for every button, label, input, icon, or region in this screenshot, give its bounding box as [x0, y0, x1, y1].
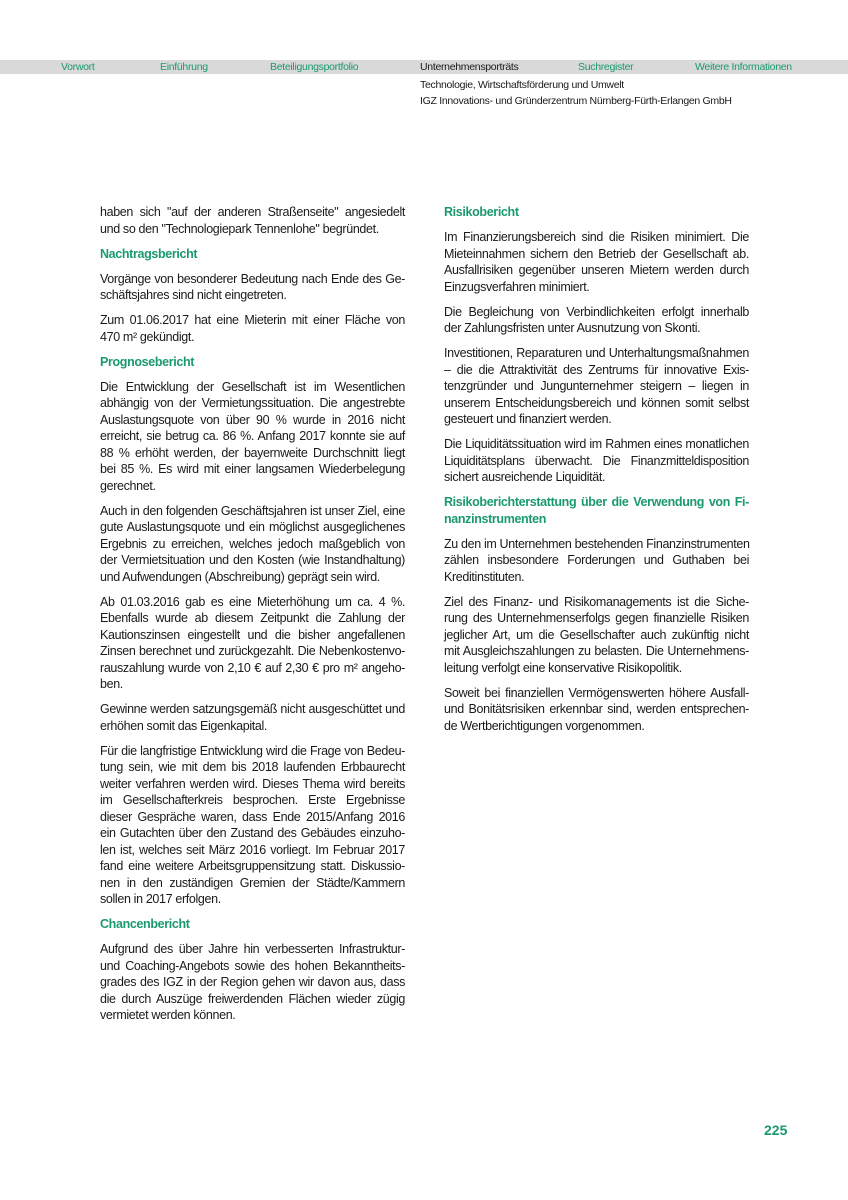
text-line: Die Entwicklung der Gesellschaft ist im Wesentlichen	[100, 379, 405, 394]
subheader-company: IGZ Innovations- und Gründerzentrum Nürnberg-Fürth-Erlangen GmbH	[420, 95, 732, 107]
paragraph	[100, 701, 405, 734]
section-heading	[444, 204, 749, 221]
text-line: weiter verfahren werden wird. Dieses Thema wird bereits	[100, 776, 405, 791]
text-line: – die die Attraktivität des Zentrums für innovative Exis-	[444, 362, 749, 377]
text-line: Zum 01.06.2017 hat eine Mieterin mit einer Fläche von	[100, 313, 405, 327]
text-line: ben.	[100, 677, 123, 691]
paragraph	[444, 229, 749, 295]
subheader-category: Technologie, Wirtschaftsförderung und Umwelt	[420, 79, 624, 91]
text-line: Aufgrund des über Jahre hin verbesserten Infrastruktur-	[100, 942, 405, 956]
text-line: Ergebnis zu erreichen, welches jedoch maßgeblich von	[100, 536, 405, 551]
text-line: jeglicher Art, um die Gesellschafter auch zukünftig nicht	[444, 627, 749, 642]
text-line: bei 85 %. Es wird mit einer langsamen Wiederbelegung	[100, 462, 405, 476]
text-line: rung des Unternehmenserfolgs gegen finanzielle Risiken	[444, 611, 749, 625]
text-line: gerechnet.	[100, 478, 156, 493]
text-line: zählen insbesondere Forderungen und Guthaben bei	[444, 553, 749, 567]
nav-item-unternehmensportraets[interactable]: Unternehmensporträts	[420, 61, 519, 73]
text-line: nen in den zuständigen Gremien der Städte/Kammern	[100, 875, 405, 890]
text-line: Kreditinstituten.	[444, 569, 525, 584]
text-line: Risikoberichterstattung über die Verwendung von Fi-	[444, 495, 749, 509]
text-line: Gewinne werden satzungsgemäß nicht ausgeschüttet und	[100, 702, 405, 716]
text-line: Mieteinnahmen sichern den Betrieb der Gesellschaft ab.	[444, 246, 749, 261]
section-heading	[444, 494, 749, 527]
text-line: grades des IGZ in der Region gehen wir davon aus, dass	[100, 975, 405, 989]
text-line: leitung verfolgt eine konservative Risikopolitik.	[444, 660, 682, 675]
nav-item-einfuehrung[interactable]: Einführung	[160, 61, 208, 73]
paragraph	[444, 345, 749, 428]
text-line: Auslastungsquote von über 90 % wurde in 2016 nicht	[100, 412, 405, 427]
text-line: Ab 01.03.2016 gab es eine Mieterhöhung um ca. 4 %.	[100, 594, 405, 609]
text-line: de Wertberichtigungen vorgenommen.	[444, 718, 645, 733]
text-line: vermietet werden können.	[100, 1008, 236, 1022]
text-line: und Coaching-Angebots sowie des hohen Bekanntheits-	[100, 958, 405, 973]
text-line: Die Begleichung von Verbindlichkeiten erfolgt innerhalb	[444, 304, 749, 319]
text-line: Einzugsverfahren minimiert.	[444, 279, 590, 294]
text-line: Soweit bei finanziellen Vermögenswerten höhere Ausfall-	[444, 685, 749, 700]
text-line: und Aufwendungen (Abschreibung) geprägt sein wird.	[100, 569, 380, 584]
text-line: Liquiditätsplans überwacht. Die Finanzmitteldisposition	[444, 453, 749, 468]
text-line: Nachtragsbericht	[100, 246, 198, 261]
page-number: 225	[764, 1122, 788, 1138]
text-line: Ausfallrisiken gegenüber unseren Mietern werden durch	[444, 263, 749, 277]
nav-item-beteiligungsportfolio[interactable]: Beteiligungsportfolio	[270, 61, 359, 73]
text-line: und so den "Technologiepark Tennenlohe" begründet.	[100, 221, 379, 236]
paragraph	[100, 312, 405, 345]
paragraph	[100, 941, 405, 1024]
text-line: Risikobericht	[444, 205, 519, 219]
text-line: tenzgründer und Jungunternehmer steigern – liegen in	[444, 379, 749, 393]
text-line: Ziel des Finanz- und Risikomanagements ist die Siche-	[444, 594, 749, 609]
section-heading	[100, 354, 405, 371]
paragraph	[100, 379, 405, 495]
paragraph	[100, 743, 405, 908]
text-line: 470 m² gekündigt.	[100, 329, 195, 344]
text-line: len ist, welches seit März 2016 vorliegt. Im Februar 2017	[100, 842, 405, 857]
text-line: Für die langfristige Entwicklung wird die Frage von Bedeu-	[100, 743, 405, 758]
section-heading	[100, 916, 405, 933]
paragraph	[100, 503, 405, 586]
text-line: die durch Auszüge freiwerdenden Flächen wieder zügig	[100, 991, 405, 1006]
text-line: gute Auslastungsquote und ein möglichst ausgeglichenes	[100, 520, 405, 534]
text-line: erhöhen somit das Eigenkapital.	[100, 718, 268, 733]
text-line: rauszahlung wurde von 2,10 € auf 2,30 € pro m² angeho-	[100, 660, 405, 675]
text-line: Chancenbericht	[100, 917, 190, 931]
section-nav-bar	[0, 60, 848, 74]
text-line: tung sein, wie mit dem bis 2018 laufenden Erbbaurecht	[100, 760, 405, 774]
text-line: haben sich "auf der anderen Straßenseite" angesiedelt	[100, 205, 405, 219]
text-line: abhängig von der Vermietungssituation. Die angestrebte	[100, 396, 405, 410]
section-heading	[100, 246, 405, 263]
text-line: Im Finanzierungsbereich sind die Risiken minimiert. Die	[444, 230, 749, 244]
nav-item-vorwort[interactable]: Vorwort	[61, 61, 95, 73]
text-line: Kautionszinsen eingestellt und die bisher angefallenen	[100, 627, 405, 642]
right-column	[444, 204, 749, 743]
text-line: der Vermietsituation und den Kosten (wie Instandhaltung)	[100, 553, 405, 567]
text-line: der Zahlungsfristen unter Ausnutzung von Skonti.	[444, 321, 701, 335]
text-line: Vorgänge von besonderer Bedeutung nach Ende des Ge-	[100, 271, 405, 286]
text-line: Auch in den folgenden Geschäftsjahren ist unser Ziel, eine	[100, 503, 405, 518]
text-line: sichert ausreichende Liquidität.	[444, 470, 606, 484]
text-line: ein Gutachten über den Zustand des Gebäudes einzuho-	[100, 826, 405, 840]
text-line: unserem Entscheidungsbereich und können somit selbst	[444, 395, 749, 410]
nav-item-weitere-informationen[interactable]: Weitere Informationen	[695, 61, 792, 73]
paragraph	[444, 304, 749, 337]
text-line: Ebenfalls wurde ab diesem Zeitpunkt die Zahlung der	[100, 611, 405, 625]
nav-item-suchregister[interactable]: Suchregister	[578, 61, 634, 73]
text-line: Prognosebericht	[100, 354, 195, 369]
paragraph	[444, 685, 749, 735]
paragraph	[100, 594, 405, 693]
text-line: 88 % erhöht werden, der bayernweite Durchschnitt liegt	[100, 445, 405, 460]
text-line: dieser Gespräche waren, dass Ende 2015/Anfang 2016	[100, 809, 405, 824]
text-line: fand eine weitere Arbeitsgruppensitzung statt. Diskussio-	[100, 859, 405, 873]
text-line: sollen in 2017 erfolgen.	[100, 892, 221, 906]
text-line: Zinsen berechnet und zurückgezahlt. Die Nebenkostenvo-	[100, 644, 405, 658]
paragraph	[444, 436, 749, 486]
text-line: mit Ausgleichszahlungen zu belasten. Die Unternehmens-	[444, 644, 749, 658]
text-line: Investitionen, Reparaturen und Unterhaltungsmaßnahmen	[444, 346, 749, 360]
paragraph	[444, 594, 749, 677]
paragraph	[100, 204, 405, 237]
paragraph	[100, 271, 405, 304]
paragraph	[444, 536, 749, 586]
text-line: Die Liquiditätssituation wird im Rahmen eines monatlichen	[444, 437, 749, 451]
text-line: im Gesellschafterkreis besprochen. Erste Ergebnisse	[100, 793, 405, 807]
text-line: nanzinstrumenten	[444, 511, 547, 526]
text-line: schäftsjahres sind nicht eingetreten.	[100, 288, 287, 302]
text-line: und Bonitätsrisiken erkennbar sind, werden entsprechen-	[444, 702, 749, 716]
text-line: Zu den im Unternehmen bestehenden Finanzinstrumenten	[444, 536, 750, 551]
text-line: erreicht, sie betrug ca. 86 %. Anfang 2017 konnte sie auf	[100, 429, 405, 443]
left-column	[100, 204, 405, 1032]
text-line: gesteuert und finanziert werden.	[444, 412, 612, 426]
